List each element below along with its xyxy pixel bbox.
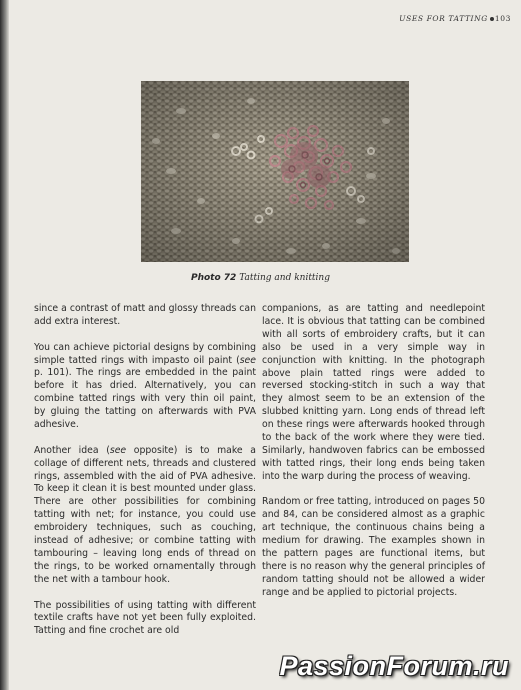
page-number: 103	[494, 14, 511, 23]
page-gutter-shadow	[0, 0, 9, 690]
bullet-icon	[490, 17, 494, 21]
right-column	[262, 303, 485, 613]
caption-text: Tatting and knitting	[239, 273, 330, 283]
left-paragraph-2	[34, 342, 256, 432]
photo-tatting-and-knitting	[141, 81, 409, 262]
caption-label: Photo 72	[190, 273, 237, 283]
left-p3-see: see	[109, 444, 127, 456]
left-p3-text-b: opposite) is to make a collage of different nets, threads and clustered rings, assembled with the aid of PVA adhesive. To keep it clean it is best mounted under glass. There are other possibilities for combining tatting with net; for instance, you could use embroidery techniques, such as couching, instead of adhesive; or combine tatting with tambouring – leaving long ends of thread on the rings, to be worked ornamentally through the net with a tambour hook.	[34, 444, 256, 585]
running-title: USES FOR TATTING	[399, 14, 488, 23]
right-paragraph-1: companions, as are tatting and needlepoint lace. It is obvious that tatting can be combined with all sorts of embroidery crafts, but it can also be used in a very simple way in conjunction with knitting. In the photograph above plain tatted rings were added to reversed stocking-stitch in such a way that they almost seem to be an extension of the slubbed knitting yarn. Long ends of thread left on these rings were afterwards hooked through to the back of the work where they were tied. Similarly, handwoven fabrics can be embossed with tatted rings, their long ends being taken into the warp during the process of weaving.	[262, 303, 485, 482]
left-p3-text-a: Another idea (	[34, 444, 110, 456]
photo-caption	[0, 273, 521, 283]
left-paragraph-4: The possibilities of using tatting with different textile crafts have not yet been fully exploited. Tatting and fine crochet are old	[34, 599, 256, 637]
left-paragraph-3	[34, 445, 256, 587]
left-p2-text-b: p. 101). The rings are embedded in the paint before it has dried. Alternatively, you can combine tatted rings with very thin oil paint, by gluing the tatting on afterwards with PVA adhesive.	[34, 367, 256, 431]
left-column	[34, 303, 256, 651]
left-p2-see: see	[239, 354, 256, 366]
right-paragraph-2: Random or free tatting, introduced on pages 50 and 84, can be considered almost as a graphic art technique, the continuous chains being a medium for drawing. The examples shown in the pattern pages are functional items, but there is no reason why the general principles of random tatting should not be allowed a wider range and be applied to pictorial projects.	[262, 496, 485, 598]
site-watermark: PassionForum.ru	[279, 651, 509, 681]
left-paragraph-1: since a contrast of matt and glossy threads can add extra interest.	[34, 303, 256, 327]
running-header	[399, 14, 511, 23]
left-p2-text-a: You can achieve pictorial designs by combining simple tatted rings with impasto oil paint (	[34, 341, 256, 366]
